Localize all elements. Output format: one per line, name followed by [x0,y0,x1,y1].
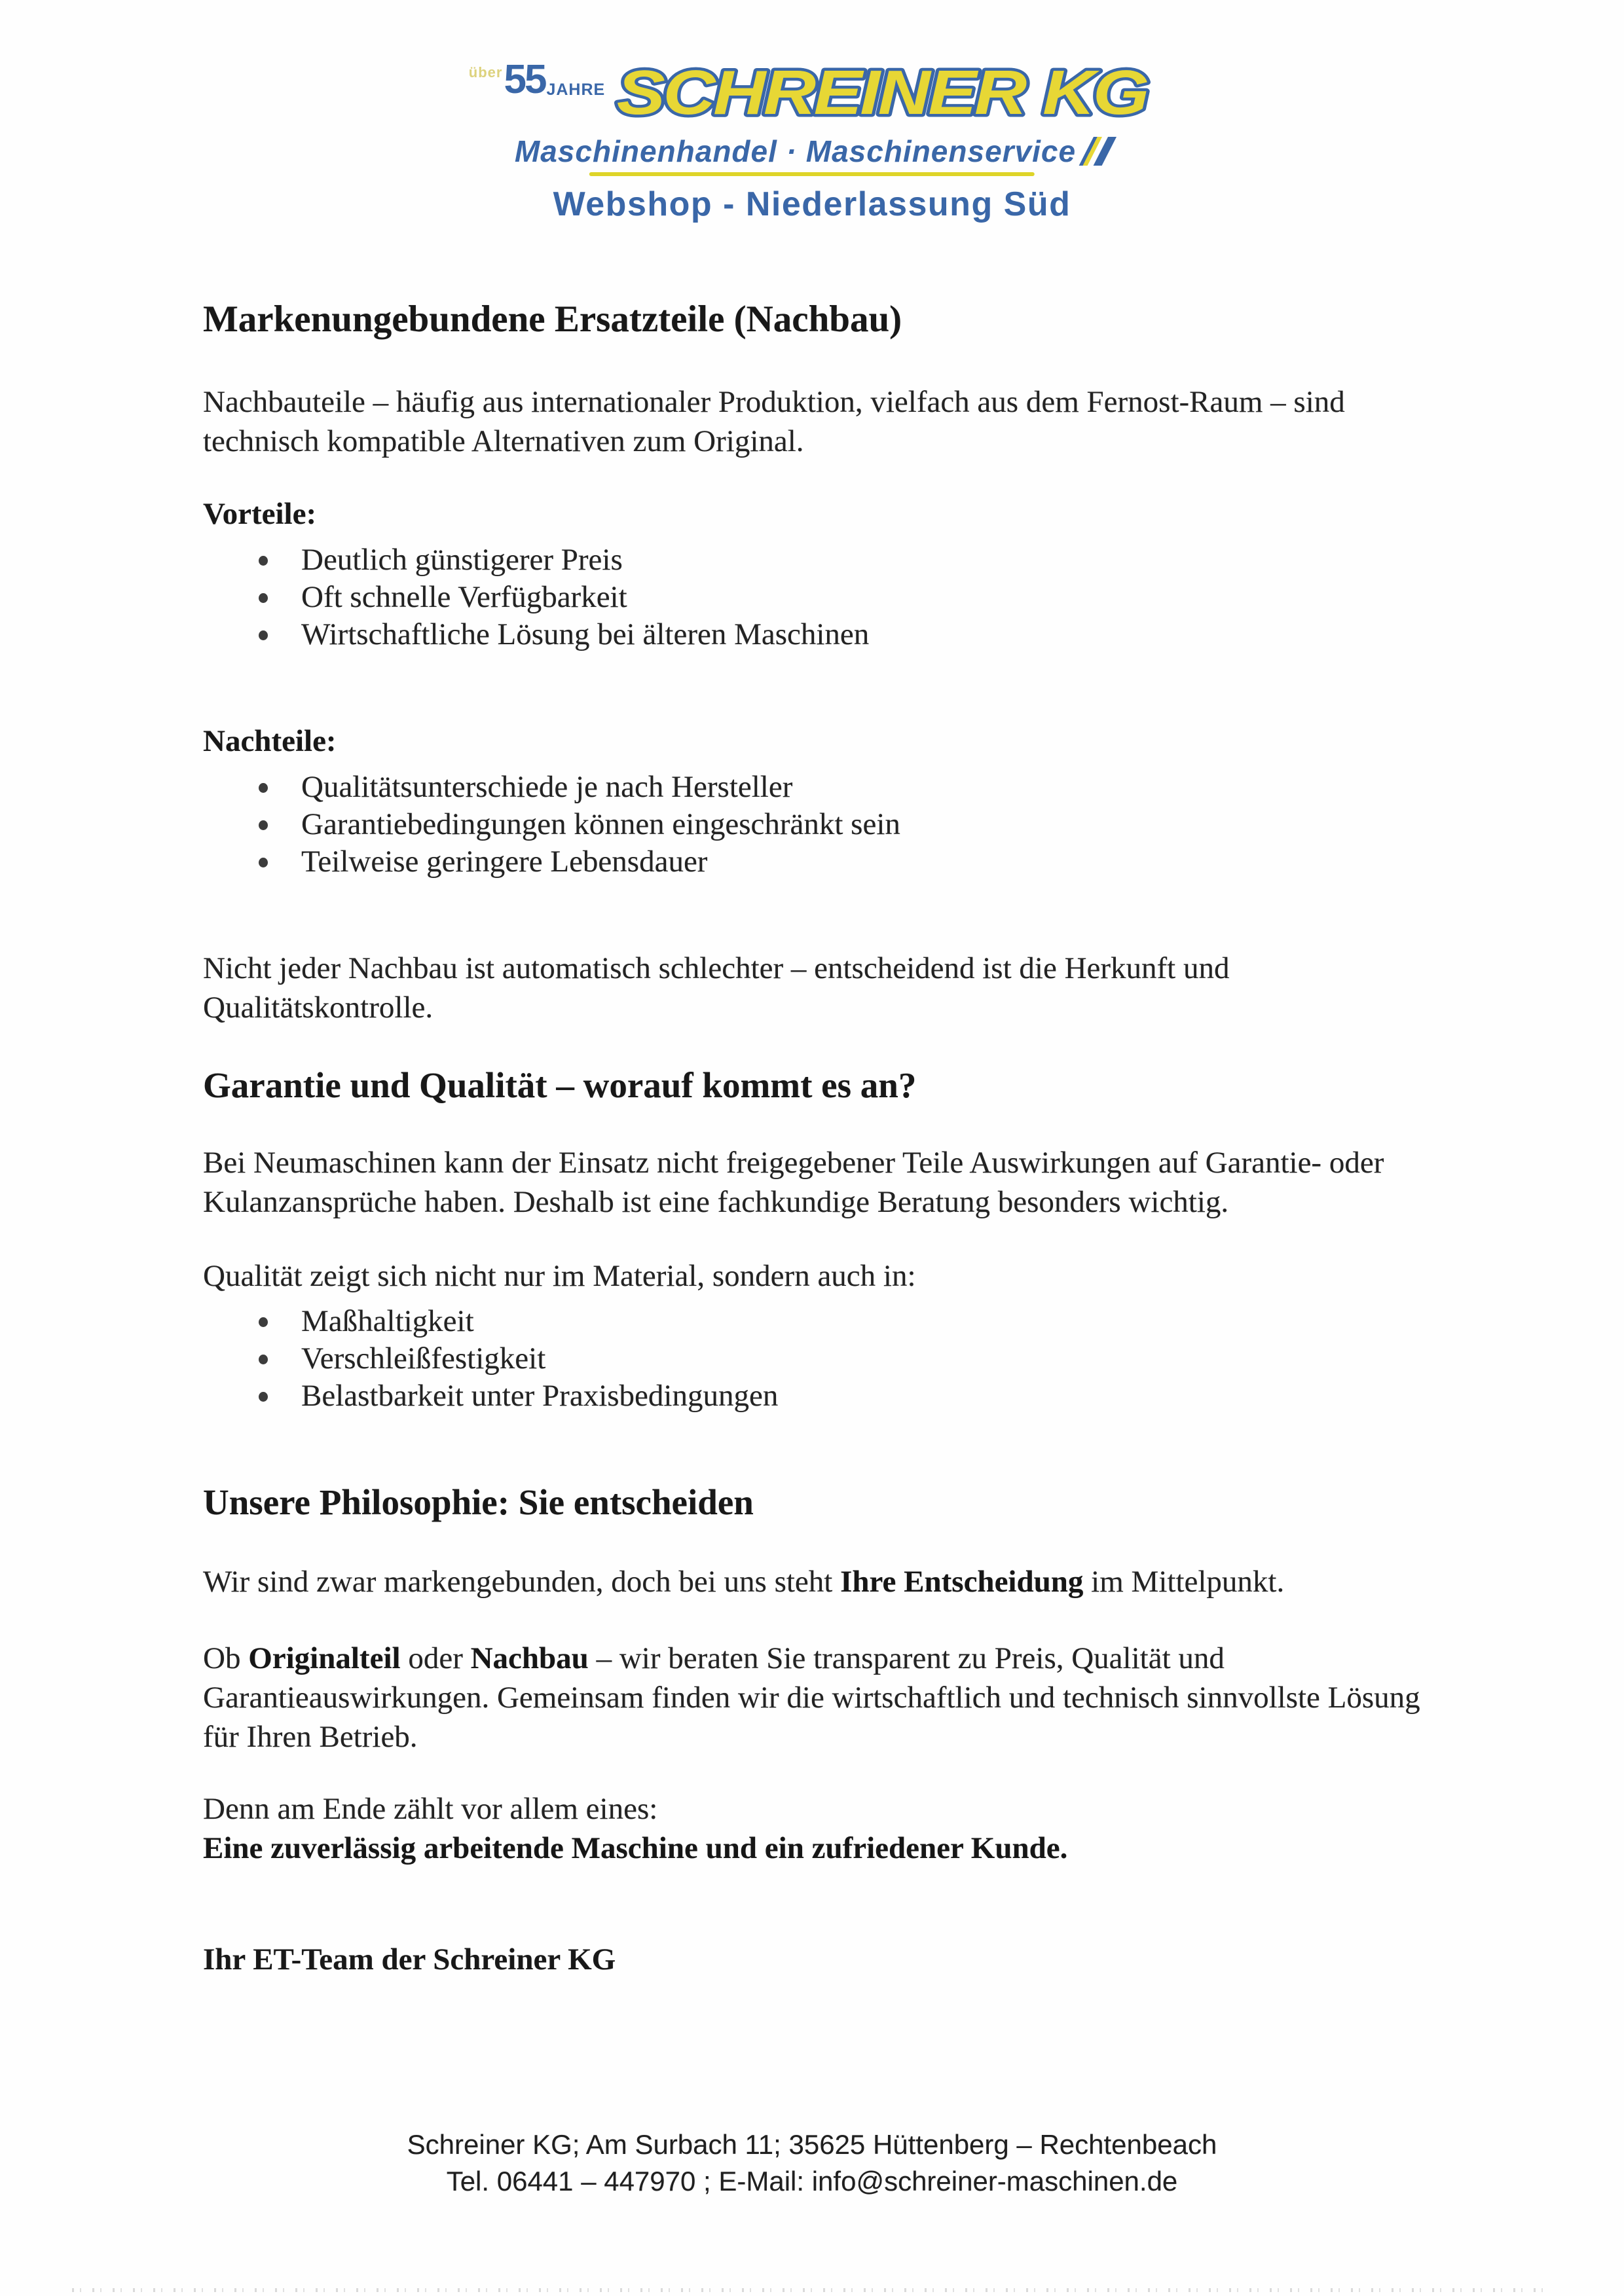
anniversary-number: 55 [504,57,545,102]
warranty-paragraph-2: Qualität zeigt sich nicht nur im Material, sondern auch in: [203,1259,916,1293]
advantages-heading: Vorteile: [203,497,317,531]
logo-tagline-row [469,134,1155,169]
warranty-paragraph-1: Bei Neumaschinen kann der Einsatz nicht freigegebener Teile Auswirkungen auf Garantie- oder Kulanzansprüche haben. Deshalb ist eine fachkundige Beratung besonders wichtig. [203,1146,1384,1219]
disadvantages-heading: Nachteile: [203,724,337,758]
anniversary-prefix: über [468,64,503,81]
document-title: Markenungebundene Ersatzteile (Nachbau) [203,299,902,340]
double-slash-icon [1086,137,1109,166]
intro-paragraph: Nachbauteile – häufig aus internationaler Produktion, vielfach aus dem Fernost-Raum – sind technisch kompatible Alternativen zum Original. [203,385,1345,458]
list-item: Verschleißfestigkeit [203,1340,1434,1377]
list-item: Belastbarkeit unter Praxisbedingungen [203,1377,1434,1415]
letter-footer [0,2126,1624,2200]
scan-artifact-line [72,2288,1552,2292]
philosophy-paragraph-2 [203,1639,1434,1757]
list-item: Qualitätsunterschiede je nach Hersteller [203,769,1434,806]
logo-subline: Webshop - Niederlassung Süd [553,185,1071,223]
emphasized-text: Ihre Entscheidung [840,1565,1084,1599]
anniversary-badge [468,56,606,102]
list-item: Teilweise geringere Lebensdauer [203,843,1434,881]
anniversary-suffix: JAHRE [546,81,606,100]
tagline-underline [589,172,1035,176]
text-segment: – wir beraten Sie transparent zu Preis, Qualität und Garantieauswirkungen. Gemeinsam finden wir die wirtschaftlich und technisch sinnvollste Lösung für Ihren Betrieb. [203,1641,1420,1754]
logo-tagline: Maschinenhandel · Maschinenservice [514,134,1077,168]
warranty-heading: Garantie und Qualität – worauf kommt es an? [203,1065,917,1105]
text-segment: im Mittelpunkt. [1083,1565,1285,1599]
closing-bold-line: Eine zuverlässig arbeitende Maschine und ein zufriedener Kunde. [203,1831,1068,1865]
list-item: Garantiebedingungen können eingeschränkt sein [203,806,1434,843]
emphasized-text: Originalteil [248,1641,401,1675]
footer-contact-line: Tel. 06441 – 447970 ; E-Mail: info@schreiner-maschinen.de [446,2166,1178,2196]
logo-top-row [469,56,1155,130]
footer-address-line: Schreiner KG; Am Surbach 11; 35625 Hüttenberg – Rechtenbeach [407,2129,1217,2160]
note-paragraph: Nicht jeder Nachbau ist automatisch schlechter – entscheidend ist die Herkunft und Qualitätskontrolle. [203,951,1230,1025]
company-logo [469,56,1155,224]
list-item: Maßhaltigkeit [203,1303,1434,1340]
list-item: Wirtschaftliche Lösung bei älteren Maschinen [203,616,1434,653]
quality-list [203,1303,1434,1415]
advantages-list [203,541,1434,653]
list-item: Oft schnelle Verfügbarkeit [203,579,1434,616]
signature-line: Ihr ET-Team der Schreiner KG [203,1942,616,1977]
text-segment: Ob [203,1641,249,1675]
closing-paragraph [203,1789,1434,1868]
emphasized-text: Nachbau [470,1641,589,1675]
disadvantages-list [203,769,1434,881]
text-segment: oder [400,1641,471,1675]
closing-line: Denn am Ende zählt vor allem eines: [203,1792,658,1826]
philosophy-heading: Unsere Philosophie: Sie entscheiden [203,1482,754,1522]
text-segment: Wir sind zwar markengebunden, doch bei uns steht [203,1565,841,1599]
brand-wordmark-text: SCHREINER KG [617,58,1148,128]
brand-wordmark [612,56,1155,130]
philosophy-paragraph-1 [203,1562,1434,1601]
list-item: Deutlich günstigerer Preis [203,541,1434,579]
